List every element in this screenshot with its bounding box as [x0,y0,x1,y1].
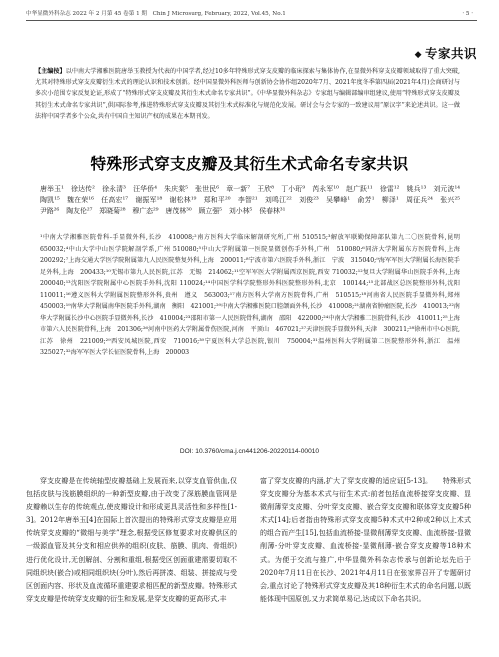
journal-citation: 中华显微外科杂志 2022 年 2 月第 45 卷第 1 期 Chin J Microsurg, February, 2022, Vol.45, No.1 [26,11,286,17]
editor-note-tag: 【主编按】 [35,68,66,75]
body-paragraph: 富了穿支皮瓣的内涵,扩大了穿支皮瓣的适应证[5-13]。 特殊形式穿支皮瓣分为基本术式与衍生术式:前者包括血流桥接穿支皮瓣、显微削薄穿支皮瓣、分叶穿支皮瓣、嵌合穿支皮瓣和联体穿支皮瓣5种术式[14];后者指由特殊形式穿支皮瓣5种术式中2种或2种以上术式的组合而产生[15],包括血流桥接-显微削薄穿支皮瓣、血流桥接-显微削薄-分叶穿支皮瓣、血流桥接-显微削薄-嵌合穿支皮瓣等18种术式。为便于交流与推广,中华显微外科杂志传承与创新论坛先后于2020年7月11日在长沙、2021年4月11日在张家界召开了专题研讨会,重点讨论了特殊形式穿支皮瓣及其18种衍生术式的命名问题,以既能体现中国原创,又力求简单易记,达成以下命名共识。 [260,477,471,603]
diamond-icon: ◆ [414,50,422,60]
page-number: · 5 · [462,11,473,17]
column-tag [415,44,477,62]
body-column-left [26,475,237,606]
author-list: 唐举玉¹ 徐达传² 徐永清³ 汪华侨⁴ 朱庆棠⁵ 张世民⁶ 章一新⁷ 王欣⁸ 丁小珩⁹ 芮永军¹⁰ 赵广跃¹¹ 徐雷¹² 姚兵¹³ 刘元波¹⁴ 陶凯¹⁵ 魏在荣¹⁶ 任高宏¹⁷ 谢振军¹⁸ 谢松林¹⁹ 郑和平²⁰ 李智²¹ 刘鸣江²² 刘俊²³ 吴攀峰¹ 俞芳¹ 柳泽¹ 周征兵²⁴ 张兴²⁵ 尹路²⁶ 陶友伦²⁷ 郑晓菊²⁸ 穆广态²⁹ 唐茂林³⁰ 顾立强⁵ 刘小林⁵ 侯春林³¹ [40,185,467,215]
body-column-right [260,475,471,606]
doi: DOI: 10.3760/cma.j.cn441206-20220114-00010 [179,448,320,455]
affiliations: ¹中南大学湘雅医院骨科-手显微外科,长沙 410008;²南方医科大学临床解剖研究所,广州 510515;³解放军联勤保障部队第九二〇医院骨科,昆明 650032;⁴中山大学中山医学院解剖学系,广州 510080;⁵中山大学附属第一医院显微创伤手外科,广州 510080;⁶同济大学附属东方医院骨科,上海 200292;⁷上海交通大学医学院附属第九人民医院整复外科,上海 200011;⁸宁波市第六医院手外科,浙江 宁波 315040;⁹海军军医大学附属长海医院手足外科,上海 200433;¹⁰无锡市第九人民医院,江苏 无锡 214062;¹¹空军军医大学附属西京医院,西安 710032;¹²复旦大学附属华山医院手外科,上海 200040;¹³沈阳医学院附属中心医院手外科,沈阳 110024;¹⁴中国医学科学院整形外科医院整形外科,北京 100144;¹⁵北部战区总医院整形外科,沈阳 110011;¹⁶遵义医科大学附属医院整形外科,贵州 遵义 563003;¹⁷南方医科大学南方医院骨科,广州 510515;¹⁸河南省人民医院手显微外科,郑州 450003;¹⁹南华大学附属南华医院手外科,湖南 衡阳 421001;²⁰中南大学湘雅医院口腔颌面外科,长沙 410008;²¹湖南省肿瘤医院,长沙 410013;²²南华大学附属长沙中心医院手显微外科,长沙 410004;²³邵阳市第一人民医院骨科,湖南 邵阳 422000;²⁴中南大学湘雅二医院骨科,长沙 410011;²⁵上海市第六人民医院骨科,上海 201306;²⁶河南中医药大学附属骨伤医院,河南 平顶山 467021;²⁷天津医院手显微外科,天津 300211;²⁸徐州市中心医院,江苏 徐州 221009;²⁹西安凤城医院,西安 710016;³⁰宁夏医科大学总医院,银川 750004;³¹温州医科大学附属第二医院整形外科,浙江 温州 325027;³²海军军医大学长征医院骨科,上海 200003 [40,234,467,357]
running-head [26,8,477,21]
editor-note [35,66,460,122]
editor-note-text: 以中南大学湘雅医院唐举玉教授为代表的中国学者,经过10多年特殊形式穿支皮瓣的临床探索与集体协作,在显微外科穿支皮瓣领域取得了重大突破,尤其对特殊形式穿支皮瓣衍生术式的理论认识和技术创新。经中国显微外科医师与创新协会协作组2020年7月、2021年度冬季第四届(2021年4月)会商研讨与多次小范围专家反复论证,形成了“特殊形式穿支皮瓣及其衍生术式命名专家共识”。《中华显微外科杂志》专家组与编辑部编审组建议,使用“特殊形式穿支皮瓣及其衍生术式命名专家共识”,供国际参考,推进特殊形式穿支皮瓣及其衍生术式标准化与规范化发展。研讨会与会专家的一致建议用“原汉字”来论述共识。这一做法将中国学者多个公众,共有中国自主知识产权的成果在本期刊发。 [35,68,460,120]
column-tag-label: 专家共识 [424,46,477,61]
article-title: 特殊形式穿支皮瓣及其衍生术式命名专家共识 [90,155,409,173]
body-paragraph: 穿支皮瓣是在传统轴型皮瓣基础上发展而来,以穿支血管供血,仅包括皮肤与浅筋膜组织的一种新型皮瓣,由于改变了深筋膜血管网是皮瓣赖以生存的传统观点,使皮瓣设计和形成更具灵活性和多样性[1-3]。2012年唐举玉[4]在国际上首次提出的特殊形式穿支皮瓣是应用传统穿支皮瓣的“微细与美学”理念,根据受区修复要求对皮瓣供区的一级源血管及其分支和相应供养的组织(皮肤、筋膜、肌肉、骨组织)进行优化设计,无创解剖、分割和重组,根据受区创面重建需要切取不同组织块(嵌合)或相同组织块(分叶),然后再拼凑、组装、拼接成与受区创面内容、形状及血流循环重建要求相匹配的新型皮瓣。特殊形式穿支皮瓣是传统穿支皮瓣的衍生和发展,是穿支皮瓣的更高形式,丰 [26,477,237,603]
